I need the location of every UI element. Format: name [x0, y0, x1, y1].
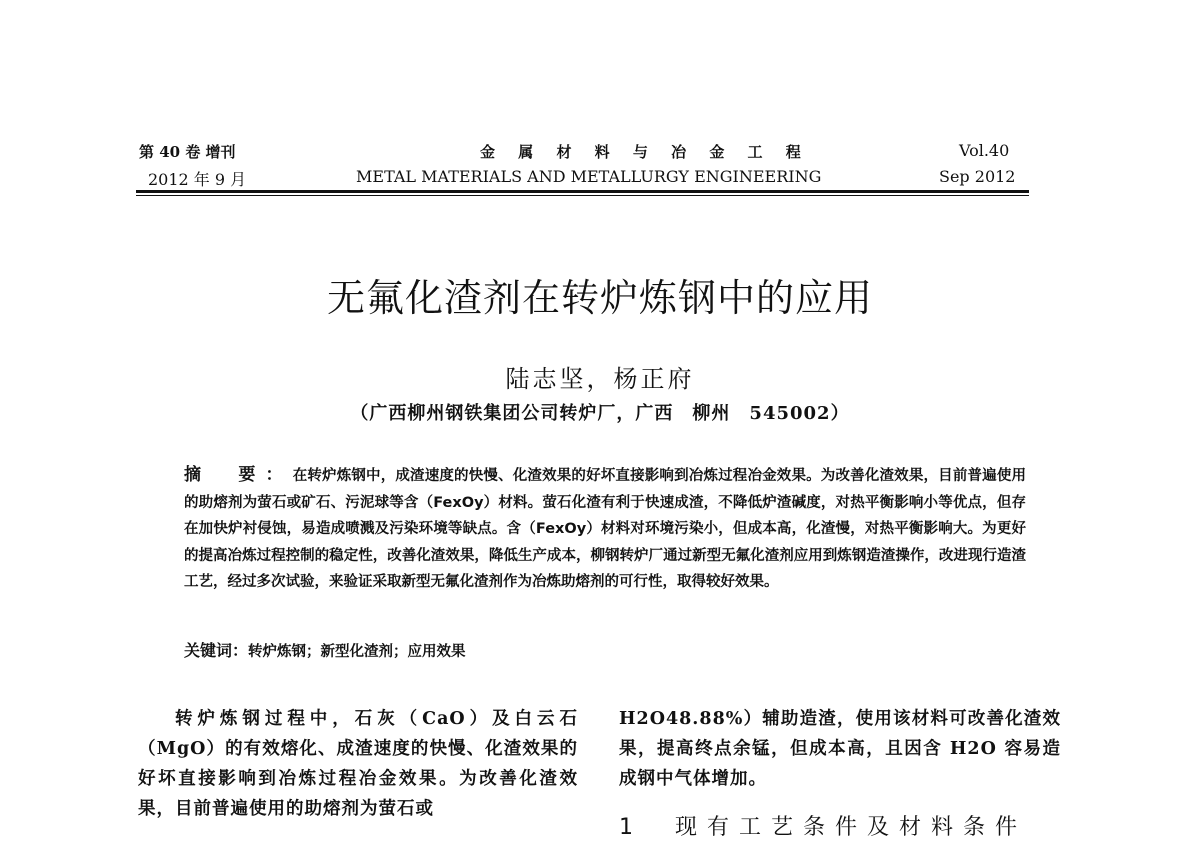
body-left-column: 转炉炼钢过程中，石灰（CaO）及白云石（MgO）的有效熔化、成渣速度的快慢、化渣效果的好坏直接影响到冶炼过程冶金效果。为改善化渣效果，目前普遍使用的助熔剂为萤石或 — [138, 709, 578, 819]
body-right-column: H2O48.88%）辅助造渣，使用该材料可改善化渣效果，提高终点余锰，但成本高，且因含 H2O 容易造成钢中气体增加。 — [619, 709, 1061, 789]
article-title: 无氟化渣剂在转炉炼钢中的应用 — [326, 276, 873, 320]
abstract-text: 在转炉炼钢中，成渣速度的快慢、化渣效果的好坏直接影响到冶炼过程冶金效果。为改善化渣效果，目前普遍使用的助熔剂为萤石或矿石、污泥球等含（FexOy）材料。萤石化渣有利于快速成渣，不降低炉渣碱度，对热平衡影响小等优点，但存在加快炉衬侵蚀，易造成喷溅及污染环境等缺点。含（FexOy）材料对环境污染小，但成本高，化渣慢，对热平衡影响大。为更好的提高冶炼过程控制的稳定性，改善化渣效果，降低生产成本，柳钢转炉厂通过新型无氟化渣剂应用到炼钢造渣操作，改进现行造渣工艺，经过多次试验，来验证采取新型无氟化渣剂作为冶炼助熔剂的可行性，取得较好效果。 — [184, 468, 1027, 590]
article-authors: 陆志坚，杨正府 — [505, 365, 695, 393]
abstract-label: 摘 要： — [184, 465, 293, 485]
header-rule-thick — [136, 190, 1029, 193]
abstract — [184, 462, 1026, 596]
article-affiliation: （广西柳州钢铁集团公司转炉厂，广西 柳州 545002） — [350, 403, 850, 424]
keywords-label: 关键词： — [184, 641, 249, 660]
header-rule-thin — [136, 195, 1029, 196]
keywords-text: 转炉炼钢；新型化渣剂；应用效果 — [248, 644, 466, 660]
journal-name-en: METAL MATERIALS AND METALLURGY ENGINEERING — [356, 167, 822, 186]
section-heading: 1 现有工艺条件及材料条件 — [619, 815, 1027, 840]
journal-date-cn: 2012 年 9 月 — [148, 170, 247, 189]
journal-volume-en: Vol.40 — [959, 141, 1010, 160]
keywords — [184, 638, 466, 661]
journal-date-en: Sep 2012 — [939, 167, 1016, 186]
journal-name-cn: 金 属 材 料 与 冶 金 工 程 — [480, 143, 810, 161]
journal-volume-cn: 第 40 卷 增刊 — [139, 143, 236, 161]
